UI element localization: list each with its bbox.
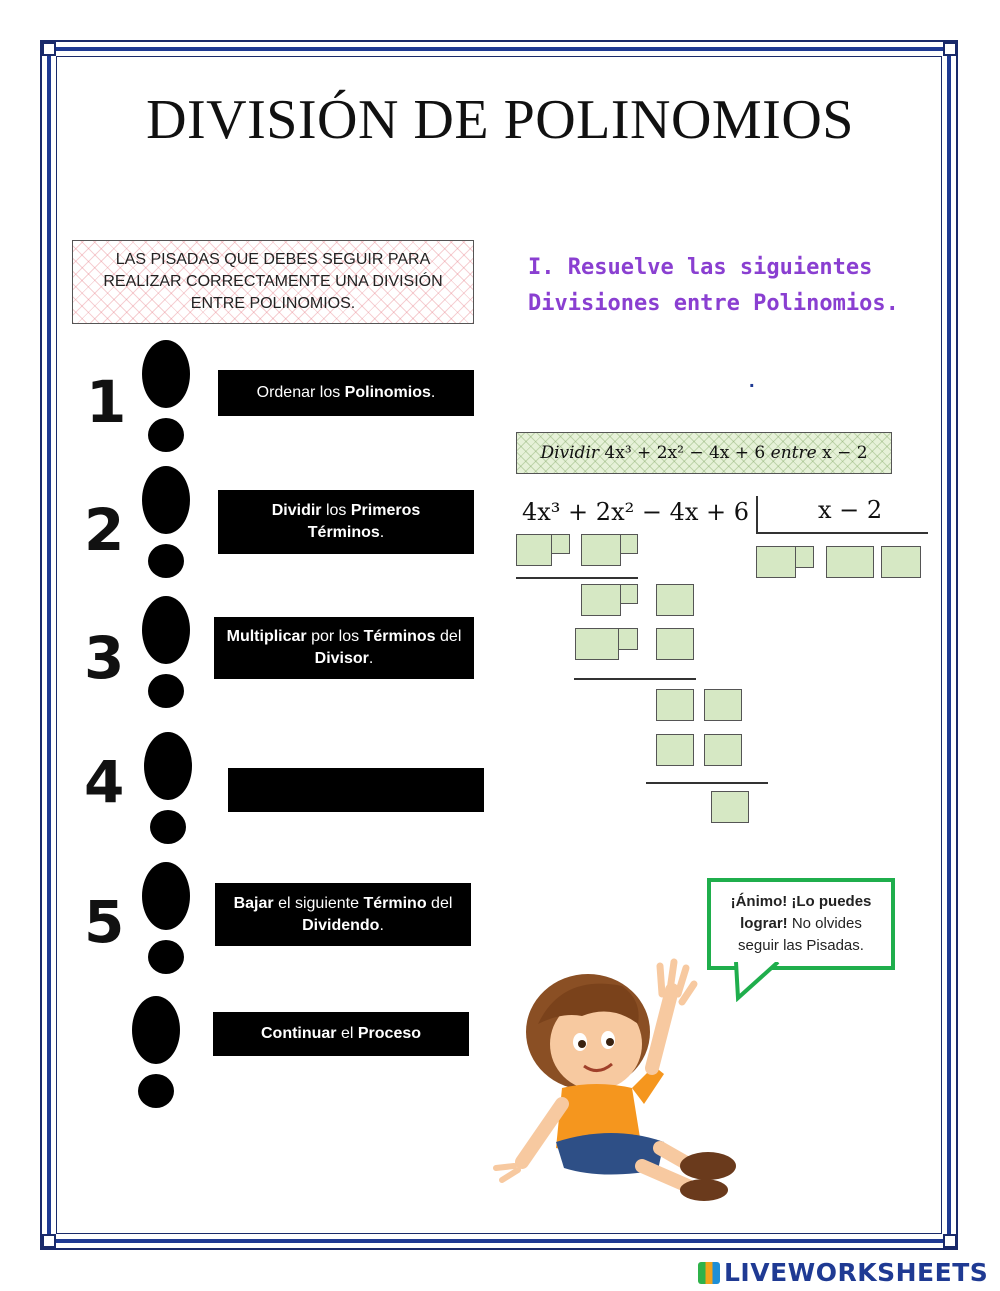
quotient-coef-1[interactable] [756,546,796,578]
step-text-part: Proceso [357,1025,422,1042]
answer-exp-box[interactable] [551,534,570,554]
step-text-part: Ordenar los [256,384,345,401]
step-text-part: el siguiente [273,894,364,912]
quotient-term-2[interactable] [826,546,874,578]
step-5-label [215,883,471,946]
division-bracket-vertical [756,496,758,534]
footprint-icon [128,996,184,1108]
step-1-text [257,382,436,404]
step-text-part: Divisor [314,650,369,667]
subtraction-line [646,782,768,784]
step-5-text [223,893,463,937]
step-text-part: por los [306,628,364,645]
answer-box[interactable] [581,534,621,566]
footprint-icon [138,466,194,578]
step-text-part: Dividir [271,502,322,519]
answer-box[interactable] [581,584,621,616]
step-number: 5 [84,888,125,956]
step-text-part: Primeros Términos [307,502,421,541]
step-number: 2 [84,496,125,564]
step-6-label [213,1012,469,1056]
steps-header-box [72,240,474,324]
subtraction-line [574,678,696,680]
answer-box[interactable] [656,628,694,660]
step-text-part: . [379,916,384,934]
remainder-box[interactable] [711,791,749,823]
divisor-expression: x − 2 [822,443,868,463]
quotient-exp-1[interactable] [795,546,814,568]
footprint-icon [140,732,196,844]
footprint-icon [138,340,194,452]
step-number: 1 [86,368,127,436]
steps-header-text: LAS PISADAS QUE DEBES SEGUIR PARA REALIZAR CORRECTAMENTE UNA DIVISIÓN ENTRE POLINOMIOS. [103,251,443,312]
page-title: DIVISIÓN DE POLINOMIOS [146,89,854,151]
step-text-part: Términos [363,628,436,645]
step-text-part: el [336,1025,358,1042]
step-text-part: del [435,628,462,645]
step-2-label [218,490,474,554]
step-text-part: del [426,894,453,912]
quotient-term-3[interactable] [881,546,921,578]
dividend: 4x³ + 2x² − 4x + 6 [522,498,750,526]
stray-dot: . [749,370,755,392]
frame-corner [943,1234,957,1248]
answer-box[interactable] [656,734,694,766]
answer-exp-box[interactable] [620,584,638,604]
frame-corner [943,42,957,56]
answer-exp-box[interactable] [620,534,638,554]
division-bracket-horizontal [756,532,928,534]
answer-box[interactable] [704,734,742,766]
step-text-part: Dividendo [302,916,380,934]
answer-box[interactable] [656,584,694,616]
dividend-expression: 4x³ + 2x² − 4x + 6 [604,443,766,463]
step-3-label [214,617,474,679]
footprint-icon [138,596,194,708]
step-number: 3 [84,624,125,692]
answer-box[interactable] [656,689,694,721]
word-dividir: Dividir [540,443,600,463]
answer-exp-box[interactable] [618,628,638,650]
footprint-icon [138,862,194,974]
instruction-text: I. Resuelve las siguientes Divisiones entre Polinomios. [528,255,899,316]
step-text-part: Bajar [233,894,274,912]
step-number: 4 [84,748,125,816]
problem-statement [516,432,892,474]
frame-corner [42,1234,56,1248]
step-text-part: los [321,502,351,519]
subtraction-line [516,577,638,579]
step-6-text [261,1023,421,1045]
answer-box[interactable] [704,689,742,721]
step-text-part: Polinomios [344,384,431,401]
step-2-text [258,500,434,544]
answer-box[interactable] [575,628,619,660]
divisor: x − 2 [818,496,883,524]
step-text-part: Término [363,894,427,912]
step-text-part: . [430,384,436,401]
frame-corner [42,42,56,56]
word-entre: entre [770,443,817,463]
brand-text: LIVEWORKSHEETS [724,1258,989,1287]
brand-logo [698,1258,988,1287]
step-text-part: Multiplicar [226,628,307,645]
step-1-label [218,370,474,416]
boy-illustration [492,954,748,1204]
step-text-part: . [379,524,385,541]
step-3-text [222,626,466,670]
speech-bubble-text: ¡Ánimo! ¡Lo puedes lograr! No olvides seguir las Pisadas. [730,893,872,954]
answer-box[interactable] [516,534,552,566]
brand-icon [698,1262,720,1284]
step-text-part: Continuar [260,1025,337,1042]
step-text-part: . [368,650,374,667]
step-4-label [228,768,484,812]
